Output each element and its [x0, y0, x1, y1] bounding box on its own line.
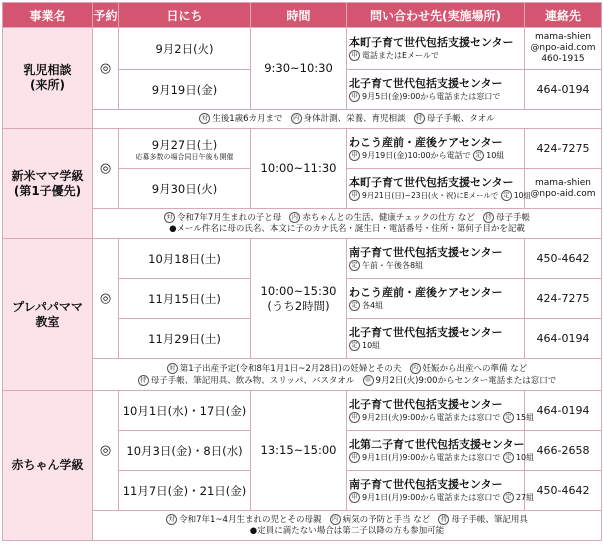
event-date: 11月29日(土) [119, 319, 251, 359]
note-row [3, 359, 602, 391]
contact-cell [347, 319, 525, 359]
contact-apply: 申 9月21日(日)~23日(火・祝)にEメールで 定 10組 [349, 189, 524, 202]
header-row [3, 3, 602, 28]
contact-cell [347, 239, 525, 279]
event-date: 10月18日(土) [119, 239, 251, 279]
header-reserve: 予約 [93, 3, 119, 28]
contact-cell [347, 431, 535, 471]
capacity-icon: 定 [503, 452, 514, 463]
event-name [3, 239, 93, 391]
contact-apply: 申 9月2日(火)9:00から電話または窓口で 定 15組 [349, 411, 524, 424]
phone-cell: 424-7275 [525, 129, 602, 169]
header-contact: 問い合わせ先(実施場所) [347, 3, 525, 28]
contact-org: 北子育て世代包括支援センター [349, 325, 503, 339]
content-icon: 内 [291, 113, 302, 124]
event-name-line1: 新米ママ学級 [11, 168, 84, 183]
note-row [3, 511, 602, 541]
bring-icon: 持 [438, 514, 449, 525]
capacity-icon: 定 [501, 190, 512, 201]
capacity-icon: 定 [349, 300, 360, 311]
table-row [3, 28, 602, 70]
event-date: 9月30日(火) [119, 169, 251, 209]
capacity-icon: 定 [349, 260, 360, 271]
schedule-table [2, 2, 602, 541]
event-time: 13:15~15:00 [251, 391, 347, 511]
note-extra: ●メール件名に母の氏名、本文に子のカナ氏名・誕生日・電話番号・住所・第何子目かを記載 [169, 224, 525, 234]
contact-apply: 申 9月5日(金)9:00から電話または窓口で [349, 90, 524, 103]
phone-cell: 464-0194 [525, 70, 602, 110]
apply-icon: 申 [349, 492, 360, 503]
event-date: 9月19日(金) [119, 70, 251, 110]
apply-icon: 申 [349, 190, 360, 201]
event-date: 11月7日(金)・21日(金) [119, 471, 251, 511]
contact-org: 北子育て世代包括支援センター [349, 397, 503, 411]
contact-apply: 申 9月1日(月)9:00から電話または窓口で 定 27組 [349, 491, 524, 504]
contact-capacity: 定 10組 [349, 339, 524, 352]
event-date: 10月3日(金)・8日(水) [119, 431, 251, 471]
event-time: 10:00~15:30 (うち2時間) [251, 239, 347, 359]
capacity-icon: 定 [503, 412, 514, 423]
event-name-line2: (来所) [30, 78, 65, 92]
event-time: 10:00~11:30 [251, 129, 347, 209]
contact-org: 北子育て世代包括支援センター [349, 76, 503, 90]
target-icon: 対 [164, 212, 175, 223]
phone-cell: 424-7275 [525, 279, 602, 319]
capacity-icon: 定 [473, 150, 484, 161]
target-icon: 対 [199, 113, 210, 124]
contact-org: 南子育て世代包括支援センター [349, 245, 503, 259]
section-note: 対 生後1歳6カ月まで 内 身体計測、栄養、育児相談 持 母子手帳、タオル [93, 110, 602, 129]
phone-cell: 450-4642 [525, 471, 602, 511]
bring-icon: 持 [138, 375, 149, 386]
contact-cell [347, 391, 535, 431]
contact-org: 本町子育て世代包括支援センター [349, 35, 514, 49]
contact-cell [347, 129, 525, 169]
contact-apply: 申 9月1日(月)9:00から電話または窓口で 定 10組 [349, 451, 524, 464]
contact-cell [347, 28, 525, 70]
phone-cell: 464-0194 [525, 391, 602, 431]
apply-icon: 申 [349, 91, 360, 102]
event-name-line2: 教室 [35, 314, 60, 329]
header-date: 日にち [119, 3, 251, 28]
section-note: 対 令和7年1~4月生まれの児とその母親 内 病気の予防と手当 など 持 母子手帳、筆記用具 ●定員に満たない場合は第二子以降の方も参加可能 [93, 511, 602, 541]
apply-icon: 申 [363, 375, 374, 386]
apply-icon: 申 [349, 412, 360, 423]
date-note: 応募多数の場合同日午後も開催 [135, 152, 234, 161]
bring-icon: 持 [483, 212, 494, 223]
contact-org: 南子育て世代包括支援センター [349, 477, 503, 491]
contact-org: 本町子育て世代包括支援センター [349, 175, 514, 189]
bring-icon: 持 [414, 113, 425, 124]
note-row [3, 110, 602, 129]
contact-apply: 申 9月19日(金)10:00から電話で 定 10組 [349, 149, 524, 162]
event-time: 9:30~10:30 [251, 28, 347, 110]
section-note: 対 第1子出産予定(令和8年1月1日~2月28日)の妊婦とその夫 内 妊娠から出産への準備 など 持 母子手帳、筆記用具、飲み物、スリッパ、バスタオル 申 9月2日(火)9:00からセンター電話または窓口で [93, 359, 602, 391]
contact-org: わこう産前・産後ケアセンター [349, 285, 503, 299]
event-date: 9月27日(土) 応募多数の場合同日午後も開催 [119, 129, 251, 169]
reserve-mark: ◎ [93, 239, 119, 359]
event-name-line1: 赤ちゃん学級 [11, 458, 84, 472]
table-row [3, 239, 602, 279]
contact-cell [347, 279, 525, 319]
phone-cell: mama-shien @npo-aid.com 460-1915 [525, 28, 602, 70]
note-extra: ●定員に満たない場合は第二子以降の方も参加可能 [249, 526, 445, 536]
schedule-table-wrapper [2, 2, 601, 556]
content-icon: 内 [410, 363, 421, 374]
content-icon: 内 [289, 212, 300, 223]
reserve-mark: ◎ [93, 129, 119, 209]
content-icon: 内 [330, 514, 341, 525]
event-name-line1: 乳児相談 [23, 63, 72, 77]
target-icon: 対 [167, 363, 178, 374]
capacity-icon: 定 [349, 340, 360, 351]
reserve-mark: ◎ [93, 391, 119, 511]
contact-cell [347, 169, 531, 209]
header-phone: 連絡先 [525, 3, 602, 28]
event-date: 9月2日(火) [119, 28, 251, 70]
phone-cell: 464-0194 [525, 319, 602, 359]
event-name-line2: (第1子優先) [13, 183, 82, 198]
phone-cell: mama-shien @npo-aid.com [525, 169, 602, 209]
header-name: 事業名 [3, 3, 93, 28]
note-row [3, 209, 602, 239]
contact-apply: 申 電話またはEメールで [349, 49, 524, 62]
header-time: 時間 [251, 3, 347, 28]
capacity-icon: 定 [503, 492, 514, 503]
target-icon: 対 [166, 514, 177, 525]
phone-cell: 450-4642 [525, 239, 602, 279]
contact-capacity: 定 午前・午後各8組 [349, 259, 524, 272]
event-name [3, 391, 93, 541]
event-name [3, 28, 93, 129]
phone-cell: 466-2658 [525, 431, 602, 471]
event-name [3, 129, 93, 239]
apply-icon: 申 [349, 452, 360, 463]
contact-cell [347, 471, 535, 511]
contact-org: 北第二子育て世代包括支援センター [349, 437, 525, 451]
table-row [3, 129, 602, 169]
contact-cell [347, 70, 525, 110]
section-note: 対 令和7年7月生まれの子と母 内 赤ちゃんとの生活、健康チェックの仕方 など 持 母子手帳 ●メール件名に母の氏名、本文に子のカナ氏名・誕生日・電話番号・住所・第何子目かを記載 [93, 209, 602, 239]
event-date: 11月15日(土) [119, 279, 251, 319]
event-name-line1: プレパパママ [12, 299, 83, 314]
apply-icon: 申 [349, 150, 360, 161]
reserve-mark: ◎ [93, 28, 119, 110]
apply-icon: 申 [349, 50, 360, 61]
table-row [3, 391, 602, 431]
contact-org: わこう産前・産後ケアセンター [349, 135, 503, 149]
event-date: 10月1日(水)・17日(金) [119, 391, 251, 431]
contact-capacity: 定 各4組 [349, 299, 524, 312]
